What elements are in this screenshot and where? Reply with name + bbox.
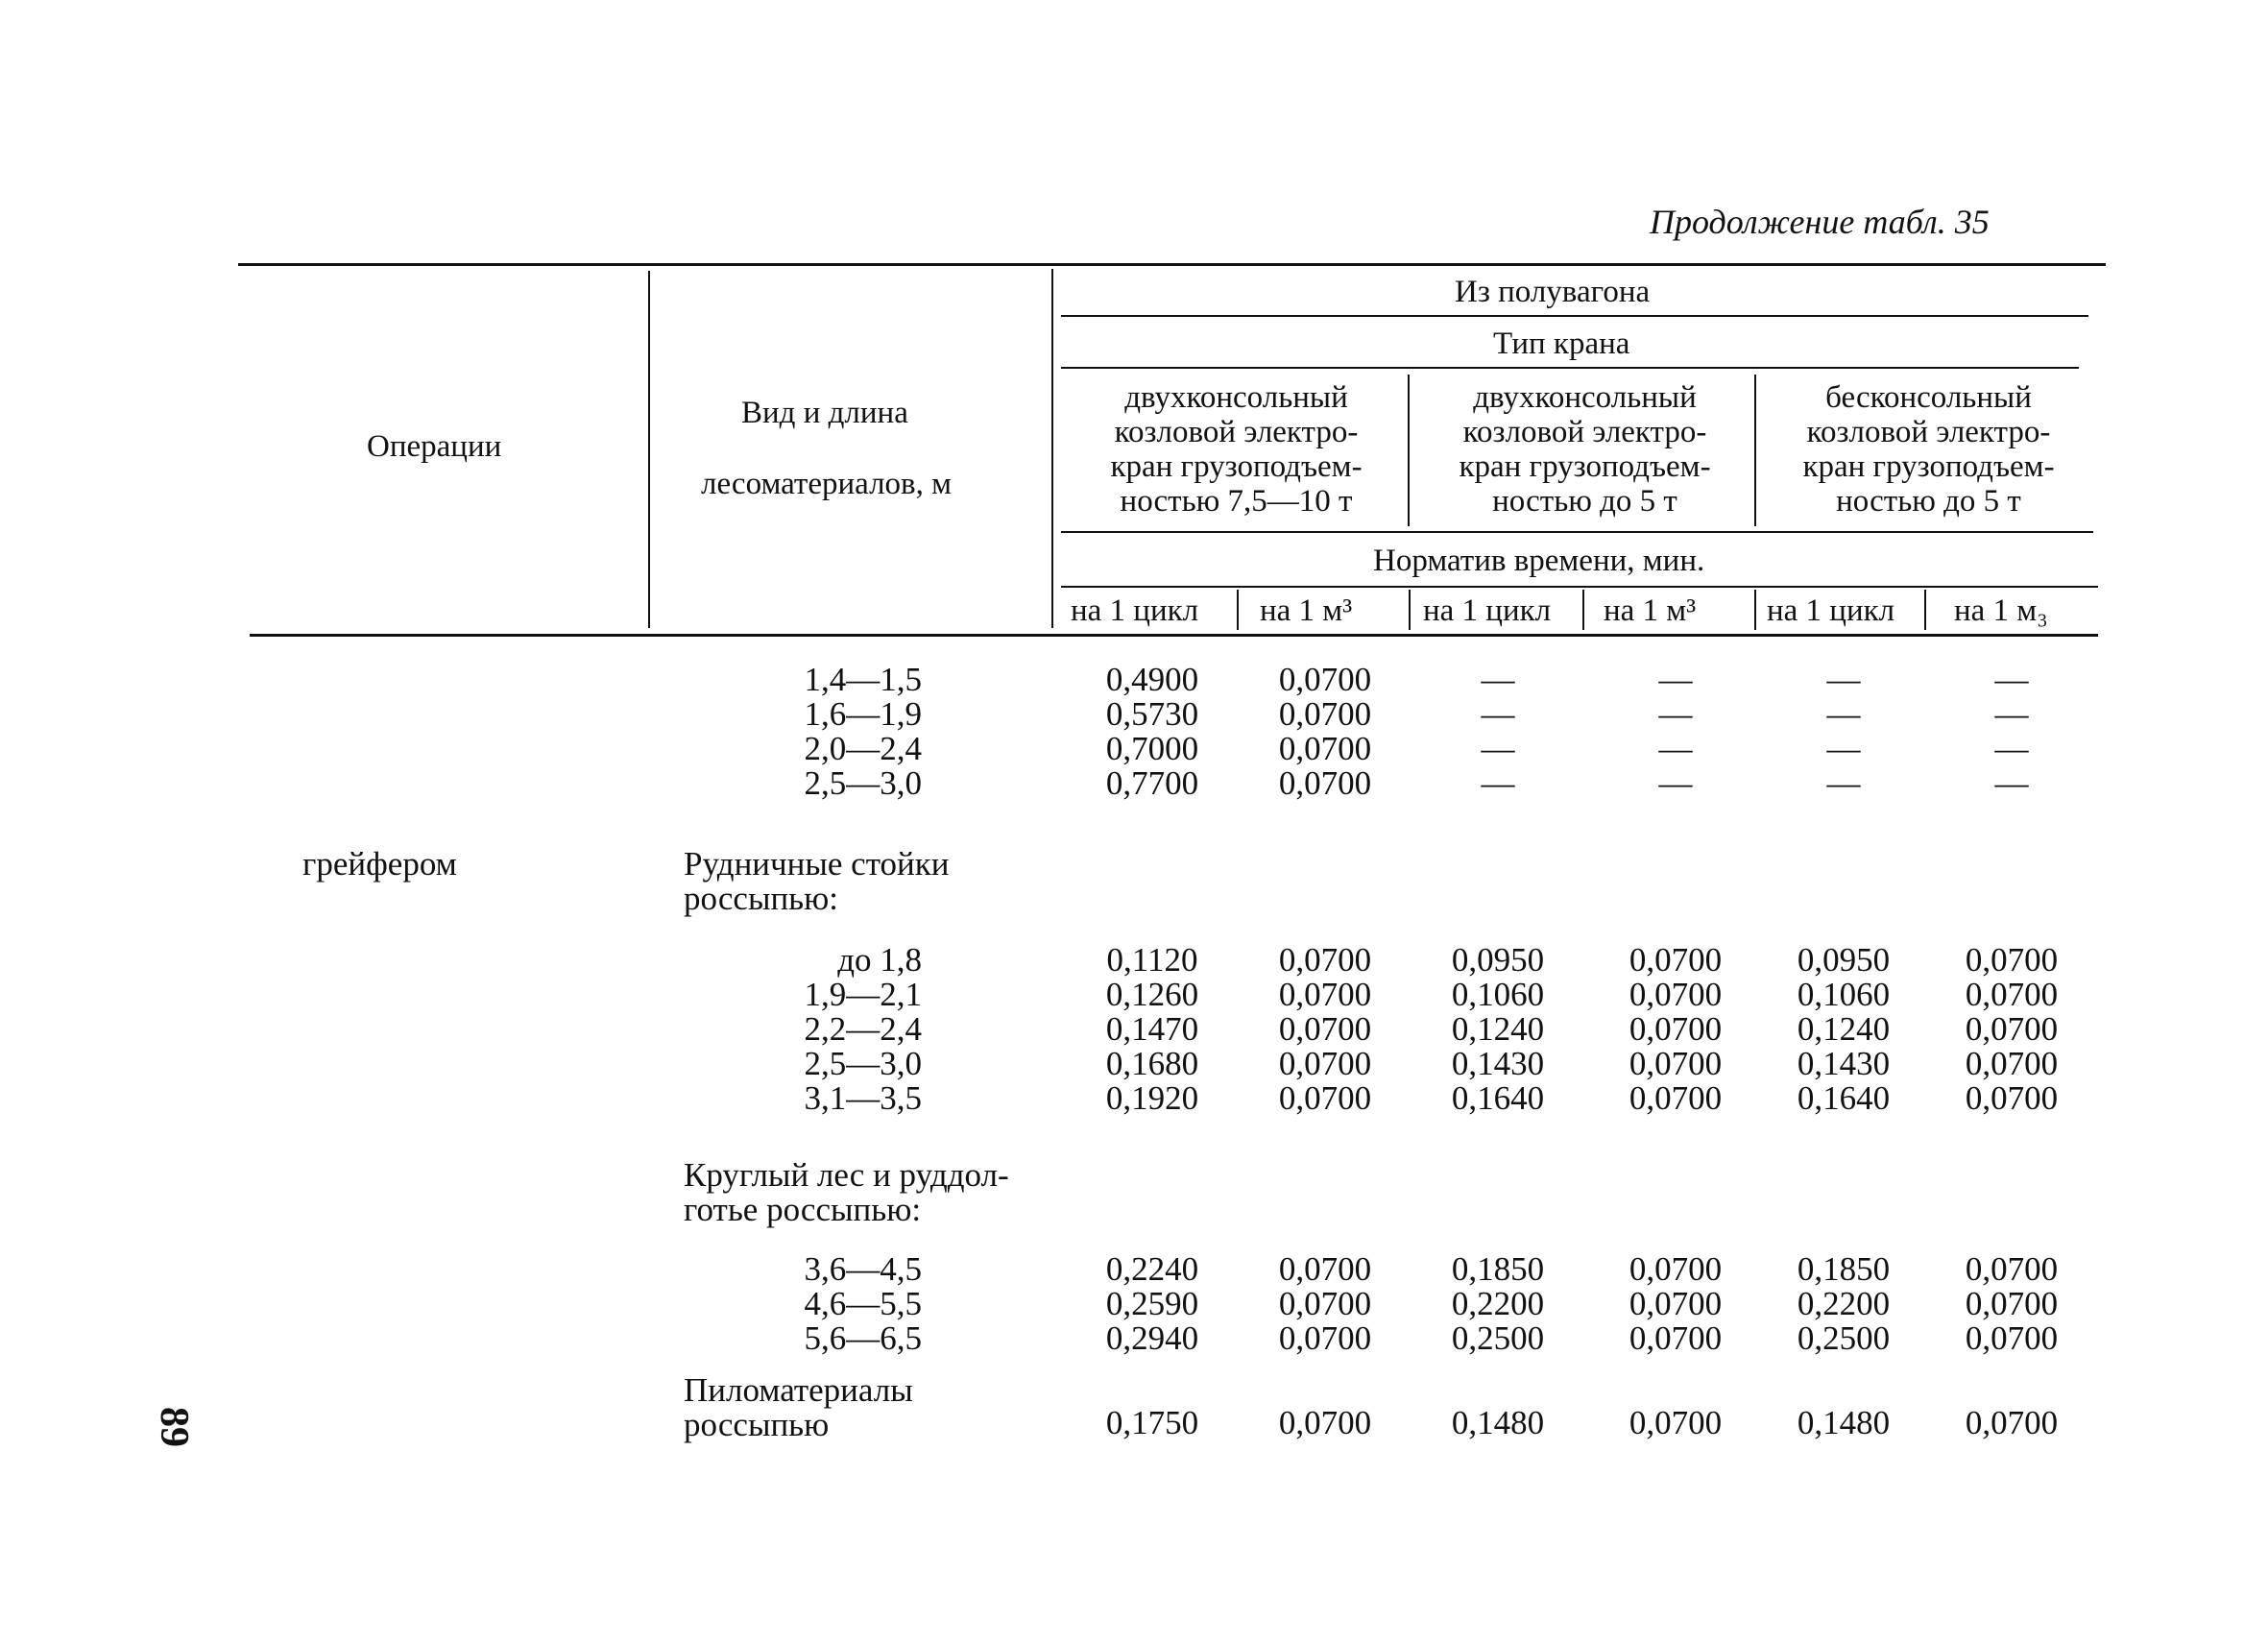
value-cell: 0,0700 (1629, 1045, 1723, 1082)
rule-under-cranes (1061, 531, 2093, 533)
sub-header-6: на 1 м₃ (1954, 593, 2048, 628)
vline-sub1 (1237, 590, 1239, 630)
value-cell: — (1481, 661, 1515, 698)
range-cell: 2,5—3,0 (804, 764, 922, 802)
group-title: Пиломатериалы (684, 1371, 913, 1409)
value-cell: 0,2200 (1797, 1285, 1891, 1322)
value-cell: — (1994, 661, 2029, 698)
value-cell: 0,0700 (1278, 1404, 1372, 1441)
value-cell: 0,0700 (1278, 1250, 1372, 1288)
page-number: 89 (152, 1407, 196, 1447)
header-crane-1 (1071, 380, 1402, 519)
value-cell: 0,1640 (1797, 1079, 1891, 1117)
value-cell: 0,0700 (1278, 941, 1372, 979)
value-cell: 0,2500 (1451, 1319, 1545, 1357)
range-cell: 1,4—1,5 (804, 661, 922, 698)
range-cell: 1,9—2,1 (804, 976, 922, 1013)
rule-under-from (1061, 315, 2088, 317)
value-cell: 0,1240 (1451, 1010, 1545, 1048)
rule-under-norm (1061, 586, 2098, 588)
range-cell: 4,6—5,5 (804, 1285, 922, 1322)
group-title-2: готье россыпью: (684, 1191, 922, 1228)
group-title-2: россыпью (684, 1406, 830, 1443)
vline-kind (1051, 269, 1053, 628)
value-cell: 0,1850 (1451, 1250, 1545, 1288)
header-kind-line2: лесоматериалов, м (701, 467, 953, 501)
group-title: Рудничные стойки (684, 845, 950, 883)
sub-header-5: на 1 цикл (1767, 593, 1895, 628)
header-from: Из полувагона (1455, 275, 1651, 309)
value-cell: 0,0700 (1629, 941, 1723, 979)
value-cell: 0,1680 (1105, 1045, 1199, 1082)
value-cell: 0,0700 (1965, 1045, 2059, 1082)
value-cell: 0,1750 (1105, 1404, 1199, 1441)
crane-3-line1: бесконсольный (1825, 380, 2032, 415)
value-cell: 0,1120 (1106, 941, 1198, 979)
header-norm: Норматив времени, мин. (1373, 544, 1705, 578)
value-cell: 0,1640 (1451, 1079, 1545, 1117)
value-cell: — (1481, 695, 1515, 733)
value-cell: 0,0700 (1965, 1250, 2059, 1288)
crane-1-line1: двухконсольный (1124, 380, 1348, 415)
value-cell: 0,0700 (1965, 976, 2059, 1013)
value-cell: — (1826, 661, 1861, 698)
value-cell: 0,0700 (1629, 1250, 1723, 1288)
value-cell: 0,1470 (1105, 1010, 1199, 1048)
crane-2-line1: двухконсольный (1473, 380, 1697, 415)
header-crane-2 (1419, 380, 1750, 519)
value-cell: 0,1430 (1451, 1045, 1545, 1082)
crane-1-line2: козловой электро- (1114, 415, 1359, 449)
value-cell: 0,0700 (1278, 1045, 1372, 1082)
value-cell: — (1658, 730, 1693, 767)
value-cell: 0,0700 (1965, 1285, 2059, 1322)
value-cell: — (1826, 695, 1861, 733)
value-cell: — (1481, 764, 1515, 802)
operation-label: грейфером (302, 845, 457, 883)
header-bottom-rule (250, 634, 2098, 637)
vline-sub3 (1582, 590, 1584, 630)
table-top-rule (238, 263, 2106, 266)
value-cell: 0,4900 (1105, 661, 1199, 698)
value-cell: — (1994, 695, 2029, 733)
crane-2-line2: козловой электро- (1462, 415, 1707, 449)
sub-header-3: на 1 цикл (1423, 593, 1552, 628)
value-cell: 0,1850 (1797, 1250, 1891, 1288)
value-cell: — (1481, 730, 1515, 767)
crane-2-line4: ностью до 5 т (1492, 484, 1677, 519)
header-operations: Операции (367, 429, 502, 464)
value-cell: 0,1920 (1105, 1079, 1199, 1117)
value-cell: 0,1430 (1797, 1045, 1891, 1082)
crane-3-line4: ностью до 5 т (1836, 484, 2021, 519)
value-cell: 0,2590 (1105, 1285, 1199, 1322)
value-cell: 0,0700 (1965, 1079, 2059, 1117)
value-cell: 0,1060 (1797, 976, 1891, 1013)
vline-operations (648, 271, 650, 628)
value-cell: — (1994, 730, 2029, 767)
header-crane-type: Тип крана (1493, 327, 1630, 361)
range-cell: 3,6—4,5 (804, 1250, 922, 1288)
value-cell: 0,1240 (1797, 1010, 1891, 1048)
vline-sub5 (1924, 590, 1926, 630)
value-cell: 0,1480 (1797, 1404, 1891, 1441)
sub-header-2: на 1 м³ (1260, 593, 1353, 628)
sub-header-4: на 1 м³ (1604, 593, 1697, 628)
value-cell: 0,1260 (1105, 976, 1199, 1013)
range-cell: 2,2—2,4 (804, 1010, 922, 1048)
value-cell: — (1658, 764, 1693, 802)
crane-1-line3: кран грузоподъем- (1110, 449, 1363, 484)
value-cell: 0,2200 (1451, 1285, 1545, 1322)
value-cell: 0,0700 (1629, 1319, 1723, 1357)
value-cell: 0,0700 (1965, 941, 2059, 979)
vline-crane1 (1408, 375, 1410, 526)
value-cell: 0,0700 (1278, 1319, 1372, 1357)
value-cell: 0,0700 (1278, 976, 1372, 1013)
vline-crane2 (1754, 375, 1756, 526)
range-cell: 3,1—3,5 (804, 1079, 922, 1117)
range-cell: 5,6—6,5 (804, 1319, 922, 1357)
value-cell: 0,0700 (1629, 1010, 1723, 1048)
crane-3-line2: козловой электро- (1806, 415, 2051, 449)
value-cell: 0,2500 (1797, 1319, 1891, 1357)
value-cell: 0,0700 (1278, 764, 1372, 802)
range-cell: до 1,8 (837, 941, 922, 979)
value-cell: 0,0700 (1965, 1319, 2059, 1357)
value-cell: 0,0700 (1629, 1404, 1723, 1441)
range-cell: 2,5—3,0 (804, 1045, 922, 1082)
range-cell: 2,0—2,4 (804, 730, 922, 767)
group-title-2: россыпью: (684, 880, 839, 917)
value-cell: 0,0700 (1965, 1010, 2059, 1048)
vline-sub4 (1754, 590, 1756, 630)
crane-1-line4: ностью 7,5—10 т (1120, 484, 1353, 519)
group-title: Круглый лес и руддол- (684, 1156, 1009, 1194)
value-cell: 0,1060 (1451, 976, 1545, 1013)
value-cell: 0,0950 (1451, 941, 1545, 979)
value-cell: — (1994, 764, 2029, 802)
crane-3-line3: кран грузоподъем- (1802, 449, 2055, 484)
value-cell: — (1658, 695, 1693, 733)
rule-under-crane-type (1061, 367, 2079, 369)
value-cell: 0,0700 (1278, 1285, 1372, 1322)
value-cell: 0,7000 (1105, 730, 1199, 767)
value-cell: 0,5730 (1105, 695, 1199, 733)
sub-header-1: на 1 цикл (1071, 593, 1199, 628)
value-cell: 0,0700 (1278, 695, 1372, 733)
value-cell: 0,0700 (1629, 976, 1723, 1013)
value-cell: — (1826, 730, 1861, 767)
value-cell: 0,7700 (1105, 764, 1199, 802)
value-cell: 0,2940 (1105, 1319, 1199, 1357)
value-cell: 0,0700 (1629, 1285, 1723, 1322)
range-cell: 1,6—1,9 (804, 695, 922, 733)
value-cell: 0,0700 (1278, 730, 1372, 767)
value-cell: 0,0700 (1965, 1404, 2059, 1441)
crane-2-line3: кран грузоподъем- (1459, 449, 1711, 484)
value-cell: 0,0700 (1278, 661, 1372, 698)
header-crane-3 (1763, 380, 2094, 519)
value-cell: 0,0700 (1629, 1079, 1723, 1117)
value-cell: 0,0700 (1278, 1010, 1372, 1048)
table-caption: Продолжение табл. 35 (1650, 203, 1990, 241)
value-cell: — (1658, 661, 1693, 698)
value-cell: 0,1480 (1451, 1404, 1545, 1441)
value-cell: — (1826, 764, 1861, 802)
header-kind-line1: Вид и длина (741, 396, 908, 430)
value-cell: 0,0950 (1797, 941, 1891, 979)
vline-sub2 (1409, 590, 1411, 630)
value-cell: 0,0700 (1278, 1079, 1372, 1117)
value-cell: 0,2240 (1105, 1250, 1199, 1288)
